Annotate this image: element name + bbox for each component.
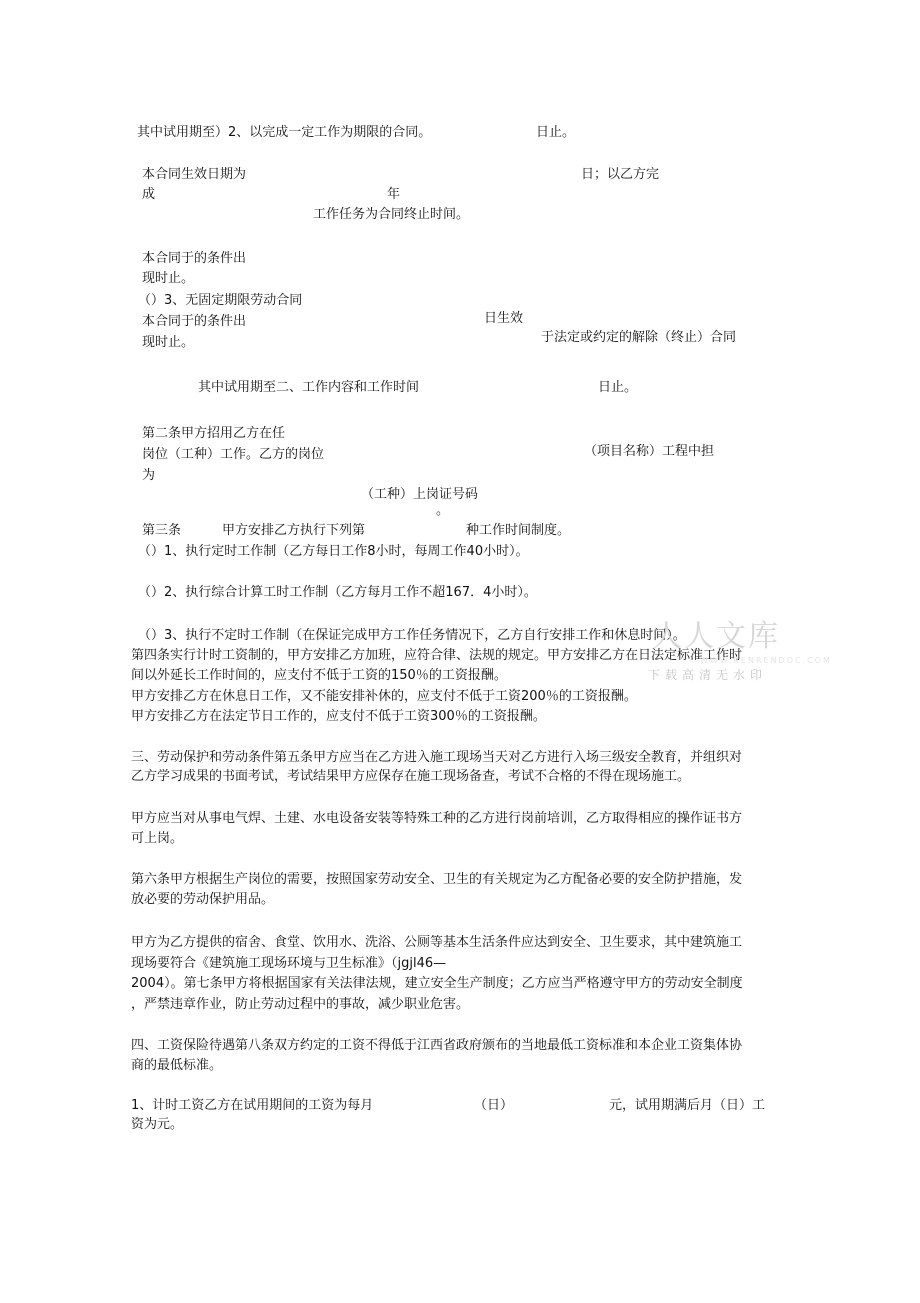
text-line: 甲方应当对从事电气焊、土建、水电设备安装等特殊工种的乙方进行岗前培训，乙方取得相应的操作证书方 [131, 811, 743, 826]
watermark-url: WWW.RENRENDOC.COM [700, 656, 832, 665]
text-line: 第四条实行计时工资制的，甲方安排乙方加班，应符合律、法规的规定。甲方安排乙方在日法定标准工作时 [131, 648, 743, 663]
text-line: 现时止。 [142, 335, 195, 350]
text-line: 本合同于的条件出 [142, 314, 247, 329]
text-line: 成 [142, 187, 156, 202]
text-line: 可上岗。 [131, 831, 184, 846]
text-line: 甲方安排乙方执行下列第 [222, 523, 366, 538]
text-line: 现时止。 [142, 271, 195, 286]
text-line: 元，试用期满后月（日）工 [609, 1098, 766, 1113]
text-line: 甲方安排乙方在休息日工作，又不能安排补休的，应支付不低于工资200％的工资报酬。 [131, 689, 637, 704]
text-line: 于法定或约定的解除（终止）合同 [541, 330, 737, 345]
text-line: 为 [142, 468, 156, 483]
text-line: 第三条 [142, 523, 182, 538]
text-line: （工种）上岗证号码 [361, 487, 479, 502]
text-line: 资为元。 [131, 1117, 184, 1132]
text-line: （）1、执行定时工作制（乙方每日工作8小时，每周工作40小时）。 [138, 544, 529, 559]
text-line: 间以外延长工作时间的，应支付不低于工资的150％的工资报酬。 [131, 668, 507, 683]
text-line: 1、计时工资乙方在试用期间的工资为每月 [131, 1098, 374, 1113]
text-line: 日生效 [484, 311, 524, 326]
text-line: 其中试用期至二、工作内容和工作时间 [198, 380, 420, 395]
text-line: 商的最低标准。 [131, 1058, 223, 1073]
text-line: 现场要符合《建筑施工现场环境与卫生标准》（jgjl46— [131, 956, 447, 971]
watermark-subtitle: 下载高清无水印 [648, 668, 768, 682]
text-line: 岗位（工种）工作。乙方的岗位 [142, 447, 325, 462]
text-line: （日） [474, 1098, 514, 1113]
text-line: 日止。 [598, 380, 638, 395]
watermark-title: 人人文库 [652, 619, 780, 654]
text-line: 工作任务为合同终止时间。 [313, 207, 470, 222]
text-line: 种工作时间制度。 [466, 523, 571, 538]
text-line: （项目名称）工程中担 [584, 444, 715, 459]
text-line: 放必要的劳动保护用品。 [131, 892, 275, 907]
text-line: （）3、无固定期限劳动合同 [138, 293, 303, 308]
text-line: （）2、执行综合计算工时工作制（乙方每月工作不超167．4小时）。 [138, 585, 537, 600]
text-line: 2004）。第七条甲方将根据国家有关法律法规，建立安全生产制度；乙方应当严格遵守甲方的劳动安全制度 [131, 976, 743, 991]
text-line: 甲方安排乙方在法定节日工作的，应支付不低于工资300％的工资报酬。 [131, 709, 546, 724]
text-line: 年 [387, 187, 401, 202]
text-line: 第六条甲方根据生产岗位的需要，按照国家劳动安全、卫生的有关规定为乙方配备必要的安全防护措施，发 [131, 872, 743, 887]
text-line: 日止。 [536, 125, 576, 140]
text-line: 。 [436, 503, 450, 518]
text-line: 甲方为乙方提供的宿舍、食堂、饮用水、洗浴、公厕等基本生活条件应达到安全、卫生要求，其中建筑施工 [131, 935, 743, 950]
text-line: ，严禁违章作业，防止劳动过程中的事故，减少职业危害。 [131, 997, 470, 1012]
text-line: 本合同生效日期为 [142, 167, 247, 182]
text-line: （）3、执行不定时工作制（在保证完成甲方工作任务情况下，乙方自行安排工作和休息时间）。 [138, 628, 686, 643]
text-line: 日；以乙方完 [581, 167, 660, 182]
text-line: 乙方学习成果的书面考试，考试结果甲方应保存在施工现场备查，考试不合格的不得在现场施工。 [131, 769, 691, 784]
text-line: 三、劳动保护和劳动条件第五条甲方应当在乙方进入施工现场当天对乙方进行入场三级安全教育，并组织对 [131, 750, 743, 765]
text-line: 其中试用期至）2、以完成一定工作为期限的合同。 [137, 125, 432, 140]
text-line: 本合同于的条件出 [142, 251, 247, 266]
text-line: 四、工资保险待遇第八条双方约定的工资不得低于江西省政府颁布的当地最低工资标准和本企业工资集体协 [131, 1038, 743, 1053]
text-line: 第二条甲方招用乙方在任 [142, 426, 286, 441]
